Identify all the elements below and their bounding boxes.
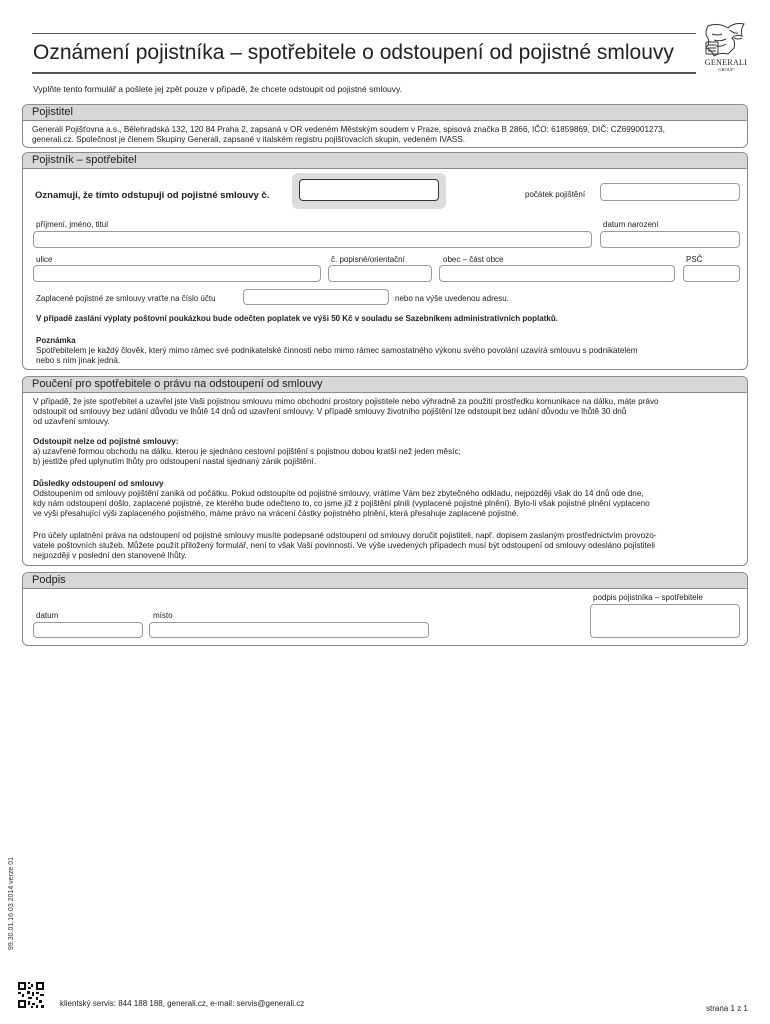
note-line-1: Spotřebitelem je každý člověk, který mimo rámec své podnikatelské činnosti nebo mimo rámec samostatného výkonu svého povolání uzavírá smlouvu s podnikatelem [36, 346, 638, 355]
signature-label: podpis pojistníka – spotřebitele [593, 593, 703, 602]
form-code: 99.30.01.16 03 2014 verze 01 [8, 856, 15, 950]
footer-service: klientský servis: 844 188 188, generali.cz, e-mail: servis@generali.cz [60, 999, 305, 1008]
section-title: Podpis [32, 574, 66, 586]
pouceni-p4-line: nejpozději v poslední den stanovené lhůty. [33, 551, 187, 560]
pouceni-p3-line: Odstoupením od smlouvy pojištění zaniká od počátku. Pokud odstoupíte od pojistné smlouvy, vrátíme Vám bez zbytečného odkladu, nejpozději však do 14 dnů ode dne, [33, 489, 644, 498]
pouceni-p4-line: Pro účely uplatnění práva na odstoupení od pojistné smlouvy musíte podepsané odstoupení od smlouvy doručit pojistiteli, např. dopisem zaslaným prostřednictvím provozo- [33, 531, 657, 540]
place-label: místo [153, 611, 173, 620]
pouceni-p1-line: odstoupit od smlouvy bez udání důvodu ve lhůtě 14 dnů od uzavření smlouvy. V případě smlouvy životního pojištění lze odstoupit bez udání důvodu ve lhůtě 30 dnů [33, 407, 627, 416]
zip-input[interactable] [683, 265, 740, 282]
insurer-line-2: generali.cz. Společnost je členem Skupiny Generali, zapsané v italském registru pojišťovacích skupin, vedeném IVASS. [32, 135, 465, 144]
pouceni-p3-line: kdy nám odstoupení došlo, zaplacené pojistné, ze kterého bude odečteno to, co jsme již z pojištění plnili (vyplacené pojistné plnění). Bylo-li však pojistné plnění vyplaceno [33, 499, 650, 508]
street-label: ulice [36, 255, 53, 264]
house-number-input[interactable] [328, 265, 432, 282]
place-input[interactable] [149, 622, 429, 638]
section-header [23, 153, 747, 169]
insurer-line-1: Generali Pojišťovna a.s., Bělehradská 132, 120 84 Praha 2, zapsaná v OR vedeném Městským soudem v Praze, spisová značka B 2866, IČO: 61859869, DIČ: CZ699001273, [32, 125, 665, 134]
page-title: Oznámení pojistníka – spotřebitele o odstoupení od pojistné smlouvy [33, 41, 674, 64]
logo-wordmark: GENERALI [704, 58, 748, 67]
date-input[interactable] [33, 622, 143, 638]
intro-text: Vyplňte tento formulář a pošlete jej zpět pouze v případě, že chcete odstoupit od pojistné smlouvy. [33, 84, 403, 94]
logo-group: GROUP [718, 67, 734, 72]
city-input[interactable] [439, 265, 675, 282]
refund-address-label: nebo na výše uvedenou adresu. [395, 294, 509, 303]
start-date-input[interactable] [600, 183, 740, 201]
page-number: strana 1 z 1 [706, 1004, 748, 1013]
notify-label: Oznamuji, že tímto odstupuji od pojistné smlouvy č. [35, 190, 270, 201]
birth-date-label: datum narození [603, 220, 659, 229]
birth-date-input[interactable] [600, 231, 740, 248]
pouceni-heading-consequences: Důsledky odstoupení od smlouvy [33, 479, 164, 488]
city-label: obec – část obce [443, 255, 504, 264]
date-label: datum [36, 611, 59, 620]
note-title: Poznámka [36, 336, 76, 345]
section-header [23, 573, 747, 589]
section-pojistitel [22, 104, 748, 148]
title-rule-top [32, 33, 696, 34]
title-rule-bottom [32, 72, 696, 74]
section-title: Poučení pro spotřebitele o právu na odstoupení od smlouvy [32, 378, 323, 390]
section-title: Pojistník – spotřebitel [32, 154, 137, 166]
zip-label: PSČ [686, 255, 703, 264]
refund-account-label: Zaplacené pojistné ze smlouvy vraťte na číslo účtu [36, 294, 216, 303]
section-header [23, 105, 747, 121]
section-header [23, 377, 747, 393]
street-input[interactable] [33, 265, 321, 282]
pouceni-p3-line: ve výši přesahující výši zaplaceného pojistného, máme právo na vrácení částky pojistného plnění, která přesahuje zaplacené pojistné. [33, 509, 519, 518]
pouceni-heading-exceptions: Odstoupit nelze od pojistné smlouvy: [33, 437, 179, 446]
postal-fee-note: V případě zaslání výplaty poštovní poukázkou bude odečten poplatek ve výši 50 Kč v souladu se Sazebníkem administrativních poplatků. [36, 314, 558, 323]
pouceni-p1-line: V případě, že jste spotřebitel a uzavřel jste Vaši pojistnou smlouvu mimo obchodní prostory pojistitele nebo výhradně za použití prostředku komunikace na dálku, máte právo [33, 397, 659, 406]
pouceni-p4-line: vatele poštovních služeb. Můžete použít přiložený formulář, není to však Vaší povinností. Ve výše uvedených případech musí být odstoupení od smlouvy odesláno pojistiteli [33, 541, 655, 550]
name-input[interactable] [33, 231, 592, 248]
start-date-label: počátek pojištění [525, 190, 586, 199]
house-number-label: č. popisné/orientační [331, 255, 405, 264]
signature-input[interactable] [590, 604, 740, 638]
pouceni-p2-line: a) uzavřené formou obchodu na dálku, kterou je sjednáno cestovní pojištění s pojistnou dobou kratší než jeden měsíc; [33, 447, 461, 456]
section-title: Pojistitel [32, 106, 73, 118]
refund-account-input[interactable] [243, 289, 389, 305]
pouceni-p2-line: b) jestliže před uplynutím lhůty pro odstoupení nastal sjednaný zánik pojištění. [33, 457, 317, 466]
policy-number-input[interactable] [299, 179, 439, 201]
name-label: příjmení, jméno, titul [36, 220, 109, 229]
note-line-2: nebo s ním jinak jedná. [36, 356, 121, 365]
pouceni-p1-line: od uzavření smlouvy. [33, 417, 110, 426]
qr-code-icon [18, 982, 44, 1008]
